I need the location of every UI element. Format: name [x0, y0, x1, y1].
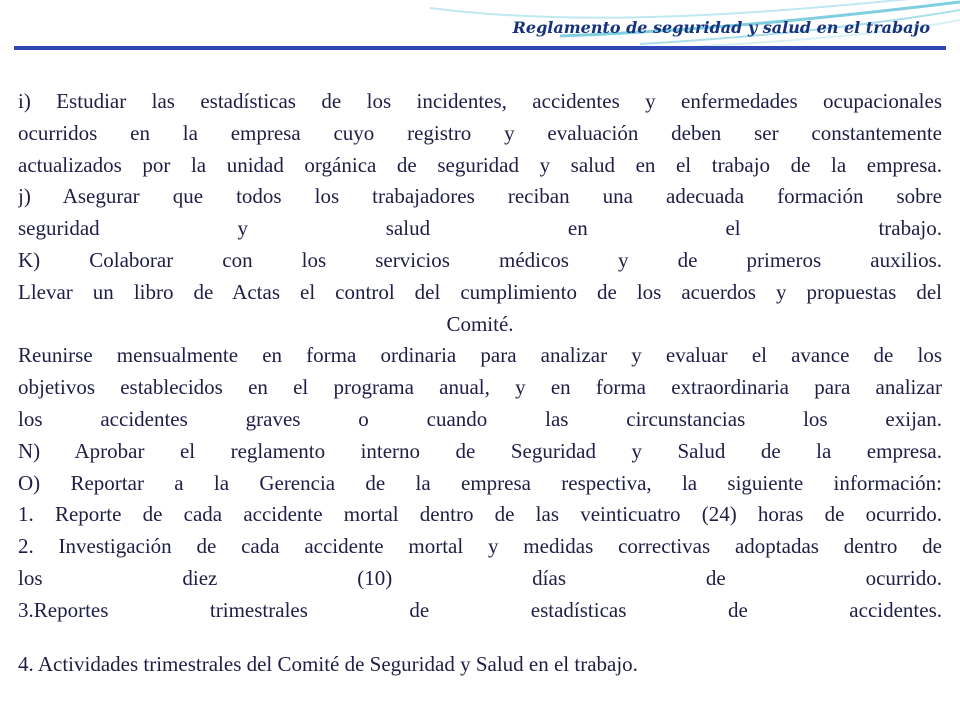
body-line: seguridad y salud en el trabajo. [18, 216, 942, 241]
body-line: K) Colaborar con los servicios médicos y de primeros auxilios. [18, 247, 942, 272]
body-line: 4. Actividades trimestrales del Comité de Seguridad y Salud en el trabajo. [18, 651, 638, 676]
paragraph-gap [18, 627, 942, 649]
body-line: Reunirse mensualmente en forma ordinaria para analizar y evaluar el avance de los [18, 343, 942, 368]
body-line: Comité. [446, 311, 514, 336]
body-line: i) Estudiar las estadísticas de los incidentes, accidentes y enfermedades ocupacionales [18, 89, 942, 113]
body-line: 3.Reportes trimestrales de estadísticas de accidentes. [18, 597, 942, 622]
body-line: j) Asegurar que todos los trabajadores reciban una adecuada formación sobre [18, 184, 942, 209]
body-line: Llevar un libro de Actas el control del cumplimiento de los acuerdos y propuestas del [18, 279, 942, 304]
body-line: 2. Investigación de cada accidente mortal y medidas correctivas adoptadas dentro de [18, 534, 942, 559]
body-line: los accidentes graves o cuando las circunstancias los exijan. [18, 406, 942, 431]
body-line: actualizados por la unidad orgánica de seguridad y salud en el trabajo de la empresa. [18, 152, 942, 177]
body-line: N) Aprobar el reglamento interno de Seguridad y Salud de la empresa. [18, 438, 942, 463]
body-line: los diez (10) días de ocurrido. [18, 565, 942, 590]
document-body [18, 86, 942, 680]
body-line: objetivos establecidos en el programa anual, y en forma extraordinaria para analizar [18, 375, 942, 400]
header-rule [14, 46, 946, 50]
body-line: ocurridos en la empresa cuyo registro y evaluación deben ser constantemente [18, 120, 942, 145]
body-line: O) Reportar a la Gerencia de la empresa respectiva, la siguiente información: [18, 470, 942, 495]
header-title: Reglamento de seguridad y salud en el trabajo [512, 18, 930, 37]
body-line: 1. Reporte de cada accidente mortal dentro de las veinticuatro (24) horas de ocurrido. [18, 502, 942, 527]
